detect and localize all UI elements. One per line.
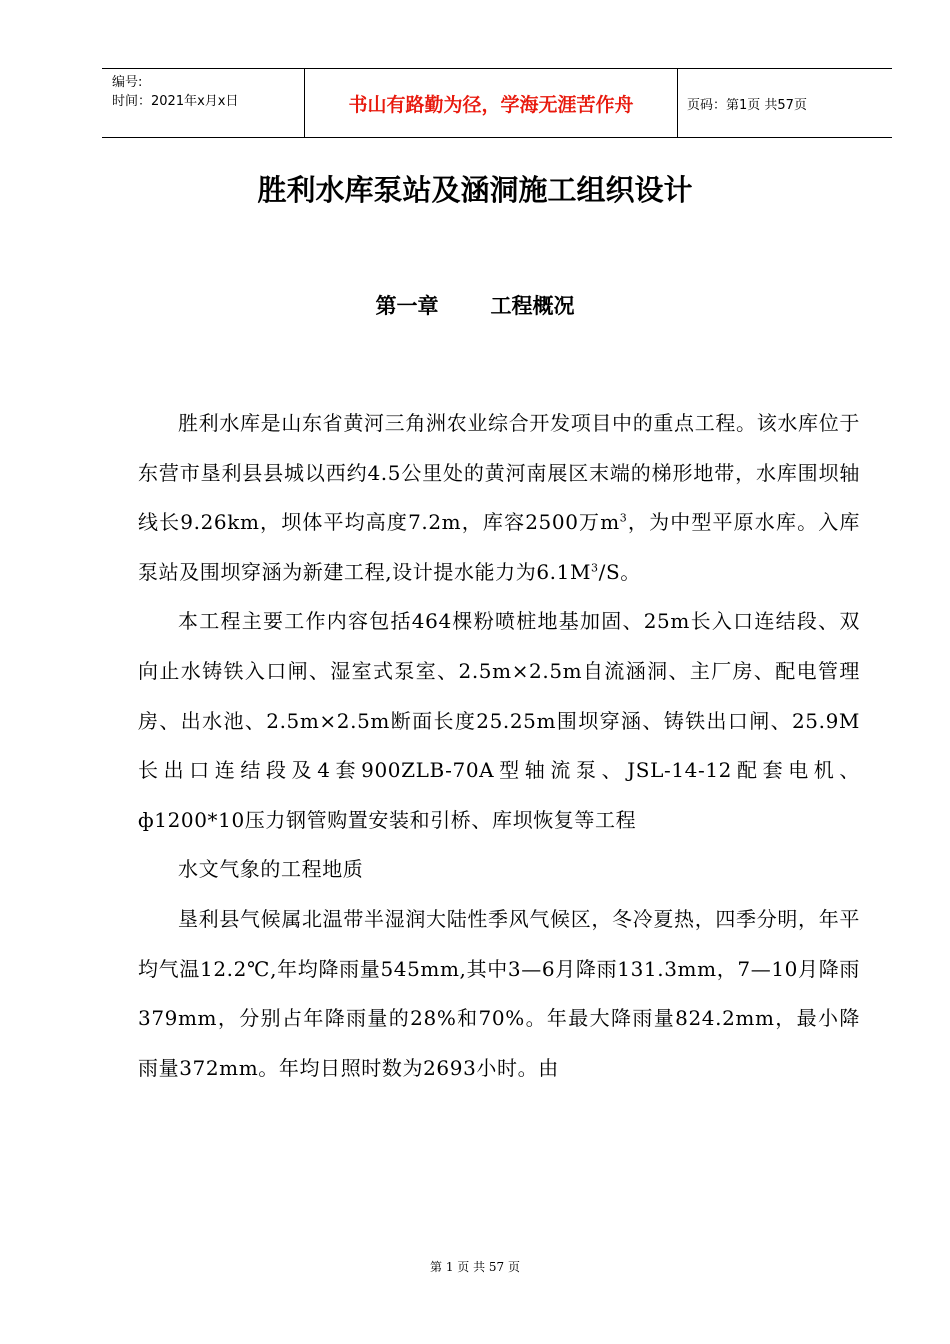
paragraph-text: ，为中型平原水库。入库泵站及围坝穿涵为新建工程,设计提水能力为6.1M: [138, 510, 860, 584]
chapter-heading: [0, 290, 950, 322]
paragraph-text: 胜利水库是山东省黄河三角洲农业综合开发项目中的重点工程。该水库位于东营市垦利县县城以西约4.5公里处的黄河南展区末端的梯形地带，水库围坝轴线长9.26km，坝体平均高度7.2m，库容2500万m: [138, 411, 860, 535]
header-motto: 书山有路勤为径，学海无涯苦作舟: [304, 69, 678, 137]
paragraph-climate: 垦利县气候属北温带半湿润大陆性季风气候区，冬冷夏热，四季分明，年平均气温12.2℃,年均降雨量545mm,其中3—6月降雨131.3mm，7—10月降雨379mm，分别占年降雨量的28%和70%。年最大降雨量824.2mm，最小降雨量372mm。年均日照时数为2693小时。由: [138, 906, 860, 1080]
header-meta: [102, 69, 304, 137]
number-label: 编号:: [112, 75, 143, 90]
page-footer: 第 1 页 共 57 页: [430, 1260, 520, 1274]
header-table: [102, 68, 892, 138]
section-heading-hydrology: 水文气象的工程地质: [178, 857, 364, 882]
chapter-name: 工程概况: [490, 294, 575, 318]
time-label: 时间：2021年x月x日: [112, 94, 239, 109]
chapter-number: 第一章: [375, 294, 439, 318]
paragraph-scope: 本工程主要工作内容包括464棵粉喷桩地基加固、25m长入口连结段、双向止水铸铁入口闸、湿室式泵室、2.5m×2.5m自流涵洞、主厂房、配电管理房、出水池、2.5m×2.5m断面长度25.25m围坝穿涵、铸铁出口闸、25.9M长出口连结段及4套900ZLB-70A型轴流泵、JSL-14-12配套电机、ф1200*10压力钢管购置安装和引桥、库坝恢复等工程: [138, 609, 860, 832]
paragraph-text: /S。: [598, 559, 641, 584]
superscript: 3: [619, 511, 628, 525]
superscript: 3: [591, 561, 599, 575]
document-title: 胜利水库泵站及涵洞施工组织设计: [257, 173, 693, 207]
paragraph-overview: [138, 399, 860, 597]
header-page-info: 页码：第1页 共57页: [687, 97, 807, 113]
document-body: [138, 399, 860, 1093]
